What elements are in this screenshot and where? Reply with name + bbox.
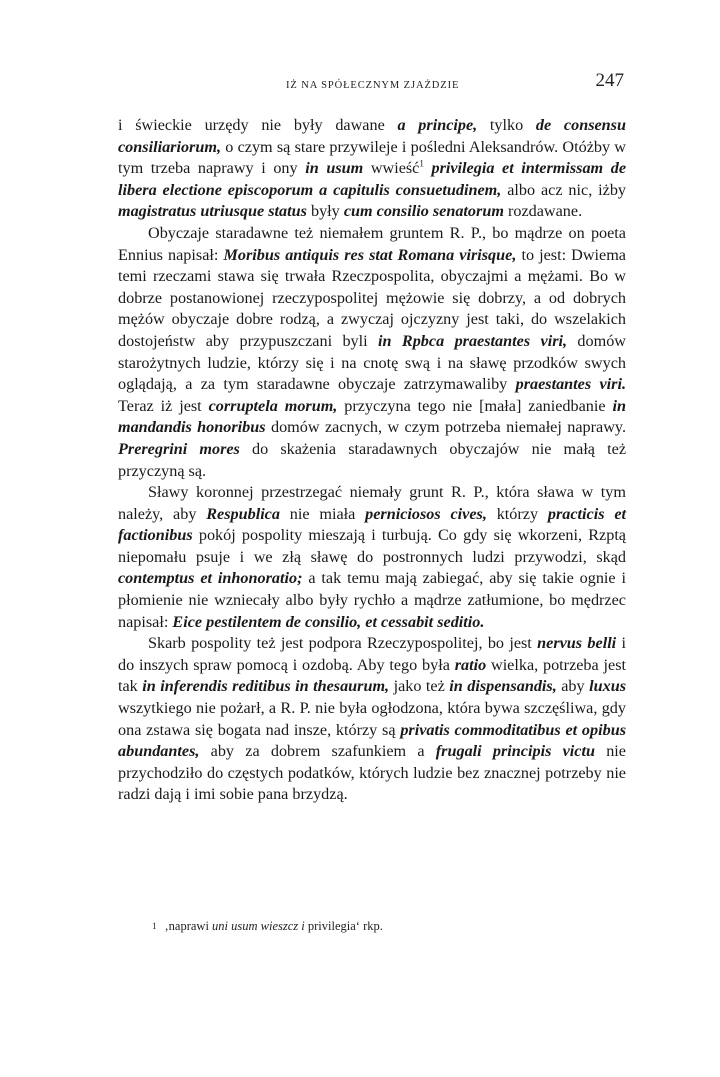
- latin-phrase: uni usum wieszcz i: [212, 919, 305, 933]
- text-run: albo acz nic, iżby: [501, 180, 627, 199]
- latin-phrase: in inferendis reditibus in thesaurum,: [142, 677, 390, 696]
- text-run: Sławy koronnej przestrzegać niemały grunt R. P., która sława w tym należy, aby: [118, 483, 626, 523]
- latin-phrase: corruptela morum,: [208, 396, 338, 415]
- text-run: aby: [556, 677, 590, 696]
- text-run: ‚naprawi: [164, 919, 213, 933]
- text-run: tylko: [477, 116, 536, 134]
- text-run: wwieść: [363, 159, 420, 178]
- latin-phrase: Eice pestilentem de consilio, et cessabit seditio.: [172, 612, 485, 631]
- latin-phrase: perniciosos cives,: [365, 504, 487, 523]
- text-run: domów starożytnych ludzie, którzy się i na cnotę swą i na sławę przodków swych oglądają, a za tym staradawne obyczaje zatrzymawaliby: [118, 331, 626, 394]
- text-run: to jest: Dwiema temi rzeczami stawa się trwała Rzeczpospolita, obyczajmi a mężami. Bo w dobrze postanowionej rzeczypospolitej mężowie się dobrzy, a od dobrych mężów obyczaje dobre rodzą, a zwyczaj ojczyzny jest taki, do wszelakich dostojeństw aby przypuszczani byli: [118, 245, 626, 350]
- text-run: nie miała: [279, 504, 366, 523]
- paragraph: [118, 633, 626, 806]
- text-run: do skażenia staradawnych obyczajów nie małą też przyczyną są.: [118, 439, 627, 480]
- running-title: IŻ NA SPÓŁECZNYM ZJAŻDZIE: [286, 80, 460, 91]
- latin-phrase: cum consilio senatorum: [343, 202, 504, 221]
- latin-phrase: Preregrini mores: [118, 439, 240, 458]
- latin-phrase: in dispensandis,: [449, 677, 557, 696]
- latin-phrase: contemptus et inhonoratio;: [118, 569, 303, 588]
- text-run: nie przychodziło do częstych podatków, których ludzie bez znacznej potrzeby nie radzi dają i imi sobie pana brzydzą.: [118, 742, 626, 804]
- text-run: i świeckie urzędy nie były dawane: [118, 116, 398, 134]
- latin-phrase: magistratus utriusque status: [118, 202, 307, 221]
- text-run: o czym są stare przywileje i pośledni Aleksandrów. Otóżby w tym trzeba naprawy i ony: [118, 137, 626, 178]
- footnote: [152, 918, 622, 934]
- text-run: privilegia‘ rkp.: [304, 919, 383, 933]
- text-run: pokój pospolity mieszają i turbują. Co gdy się wkorzeni, Rzptą niepomału psuje i we złą sławę do postronnych ludzi przywodzi, skąd: [118, 526, 626, 566]
- text-run: i do inszych spraw pomocą i ozdobą. Aby tego była: [118, 634, 626, 674]
- text-run: wielka, potrzeba jest tak: [118, 655, 626, 696]
- text-run: jako też: [389, 677, 450, 696]
- text-run: były: [306, 202, 344, 221]
- paragraph: [118, 482, 626, 633]
- footnote-mark: 1: [152, 921, 157, 931]
- latin-phrase: privilegia et intermissam de libera electione episcoporum a capitulis consuetudinem,: [118, 159, 627, 199]
- latin-phrase: in usum: [305, 159, 364, 178]
- latin-phrase: praestantes viri.: [515, 375, 626, 394]
- latin-phrase: practicis et factionibus: [118, 504, 626, 545]
- latin-phrase: ratio: [454, 655, 487, 674]
- page-number: 247: [595, 70, 624, 91]
- text-run: aby za dobrem szafunkiem a: [199, 742, 436, 761]
- latin-phrase: luxus: [589, 677, 626, 696]
- paragraph: [118, 223, 626, 482]
- text-run: Skarb pospolity też jest podpora Rzeczypospolitej, bo jest: [148, 634, 538, 653]
- text-run: Obyczaje staradawne też niemałem gruntem R. P., bo mądrze on poeta Ennius napisał:: [118, 223, 626, 264]
- body-text: [118, 115, 626, 806]
- latin-phrase: nervus belli: [537, 634, 617, 653]
- text-run: a tak temu mają zabiegać, aby się takie ognie i płomienie nie wzniecały albo były rychło a mądrze zatłumione, bo mędrzec napisał:: [118, 569, 626, 631]
- latin-phrase: de consensu consiliariorum,: [118, 116, 626, 156]
- text-run: którzy: [486, 504, 548, 523]
- latin-phrase: a principe,: [397, 116, 478, 134]
- text-run: Teraz iż jest: [118, 396, 209, 415]
- footnote-text: [165, 919, 383, 933]
- paragraph: [118, 115, 626, 223]
- footnote-reference: 1: [419, 158, 424, 169]
- page-header: [116, 70, 624, 98]
- text-run: domów zacnych, w czym potrzeba niemałej naprawy.: [265, 418, 627, 437]
- latin-phrase: privatis commoditatibus et opibus abundantes,: [118, 720, 627, 761]
- text-run: rozdawane.: [503, 202, 583, 221]
- text-run: wszytkiego nie pożarł, a R. P. nie była ogłodzona, która bywa szczęśliwa, gdy ona zstawa się bogata nad insze, którzy są: [118, 699, 626, 739]
- latin-phrase: frugali principis victu: [435, 742, 595, 761]
- latin-phrase: Respublica: [206, 504, 280, 523]
- latin-phrase: in Rpbca praestantes viri,: [378, 331, 568, 350]
- latin-phrase: Moribus antiquis res stat Romana virisque,: [223, 245, 517, 264]
- latin-phrase: in mandandis honoribus: [118, 396, 626, 437]
- text-run: przyczyna tego nie [mała] zaniedbanie: [337, 396, 613, 415]
